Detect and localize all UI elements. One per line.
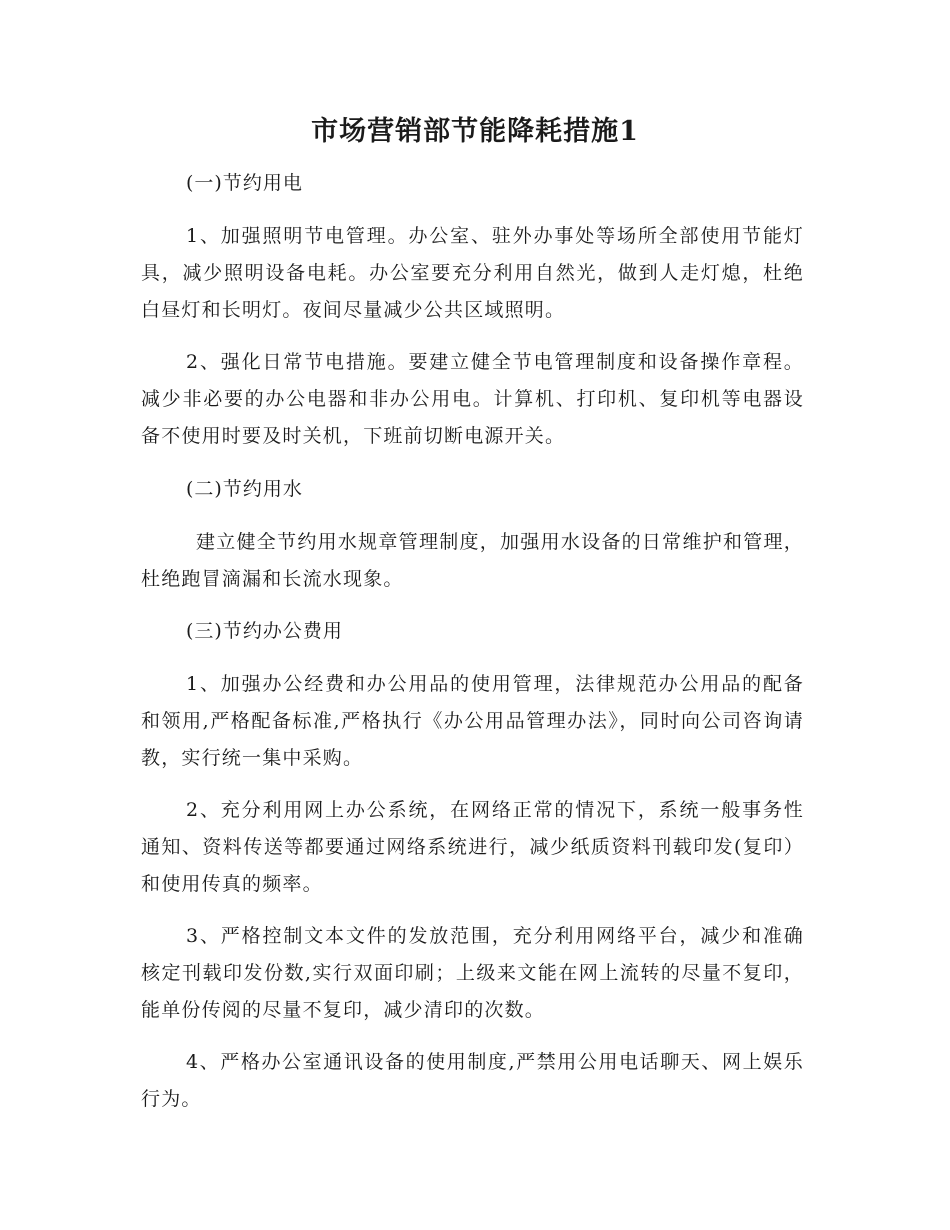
document-title: 市场营销部节能降耗措施1	[311, 116, 639, 147]
paragraph-lighting: 1、加强照明节电管理。办公室、驻外办事处等场所全部使用节能灯具，减少照明设备电耗。办公室要充分利用自然光，做到人走灯熄，杜绝白昼灯和长明灯。夜间尽量减少公共区域照明。	[141, 225, 804, 321]
paragraph-communication: 4、严格办公室通讯设备的使用制度,严禁用公用电话聊天、网上娱乐行为。	[141, 1051, 804, 1110]
section-heading-office-costs: (三)节约办公费用	[186, 620, 343, 642]
paragraph-daily-power: 2、强化日常节电措施。要建立健全节电管理制度和设备操作章程。减少非必要的办公电器和非办公用电。计算机、打印机、复印机等电器设备不使用时要及时关机，下班前切断电源开关。	[141, 351, 804, 447]
paragraph-water: 建立健全节约用水规章管理制度，加强用水设备的日常维护和管理，杜绝跑冒滴漏和长流水现象。	[141, 531, 804, 590]
section-heading-electricity: (一)节约用电	[186, 172, 303, 194]
paragraph-document-control: 3、严格控制文本文件的发放范围，充分利用网络平台，减少和准确核定刊载印发份数,实行双面印刷；上级来文能在网上流转的尽量不复印，能单份传阅的尽量不复印，减少清印的次数。	[141, 925, 804, 1021]
paragraph-office-supplies: 1、加强办公经费和办公用品的使用管理，法律规范办公用品的配备和领用,严格配备标准,严格执行《办公用品管理办法》，同时向公司咨询请教，实行统一集中采购。	[141, 673, 804, 769]
paragraph-online-office: 2、充分利用网上办公系统，在网络正常的情况下，系统一般事务性通知、资料传送等都要通过网络系统进行，减少纸质资料刊载印发(复印）和使用传真的频率。	[141, 799, 804, 895]
section-heading-water: (二)节约用水	[186, 478, 303, 500]
